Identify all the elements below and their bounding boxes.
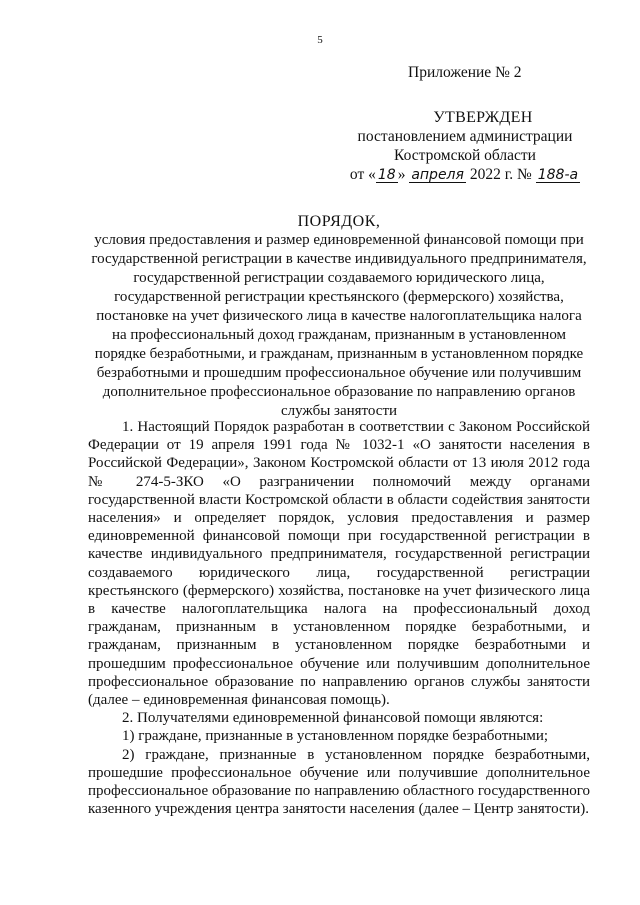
approved-heading: УТВЕРЖДЕН xyxy=(433,109,533,126)
document-title xyxy=(88,212,590,421)
approval-block xyxy=(340,108,590,184)
date-mid: » xyxy=(397,166,406,183)
paragraph-1: 1. Настоящий Порядок разработан в соответствии с Законом Российской Федерации от 19 апреля 1991 года № 1032-1 «О занятости населения в Российской Федерации», Законом Костромской области от 13 июля 2012 года № 274-5-ЗКО «О разграничении полномочий между органами государственной власти Костромской области в области содействия занятости населения» и определяет порядок, условия предоставления и размер единовременной финансовой помощи при государственной регистрации в качестве индивидуального предпринимателя, государственной регистрации создаваемого юридического лица, государственной регистрации крестьянского (фермерского) хозяйства, постановке на учет физического лица в качестве налогоплательщика налога на профессиональный доход гражданам, признанным в установленном порядке безработными, и гражданам, признанным в установленном порядке безработными и прошедшим профессиональное обучение или получившим дополнительное профессиональное образование по направлению органов службы занятости (далее – единовременная финансовая помощь). xyxy=(88,419,590,709)
page-number: 5 xyxy=(317,34,323,46)
approval-line-2: Костромской области xyxy=(394,147,536,164)
date-prefix: от « xyxy=(349,166,376,183)
document-body xyxy=(88,418,590,818)
title-heading: ПОРЯДОК, xyxy=(297,213,381,230)
paragraph-4: 2) граждане, признанные в установленном порядке безработными, прошедшие профессиональное обучение или получившие дополнительное профессиональное образование по направлению областного государственного казенного учреждения центра занятости населения (далее – Центр занятости). xyxy=(88,746,590,818)
paragraph-2: 2. Получателями единовременной финансовой помощи являются: xyxy=(122,710,544,727)
date-year: 2022 г. № xyxy=(469,166,532,183)
appendix-label: Приложение № 2 xyxy=(408,64,522,81)
paragraph-3: 1) граждане, признанные в установленном порядке безработными; xyxy=(122,728,549,745)
approval-line-1: постановлением администрации xyxy=(357,128,573,145)
handwritten-month: апреля xyxy=(411,167,464,183)
handwritten-number: 188-а xyxy=(537,167,579,183)
approval-date-line xyxy=(340,165,590,184)
title-subtitle: условия предоставления и размер единовременной финансовой помощи при государственной регистрации в качестве индивидуального предпринимателя, государственной регистрации создаваемого юридического лица, государственной регистрации крестьянского (фермерского) хозяйства, постановке на учет физического лица в качестве налогоплательщика налога на профессиональный доход гражданам, признанным в установленном порядке безработными, и гражданам, признанным в установленном порядке безработными и прошедшим профессиональное обучение или получившим дополнительное профессиональное образование по направлению органов службы занятости xyxy=(91,232,587,419)
handwritten-day: 18 xyxy=(377,167,396,183)
